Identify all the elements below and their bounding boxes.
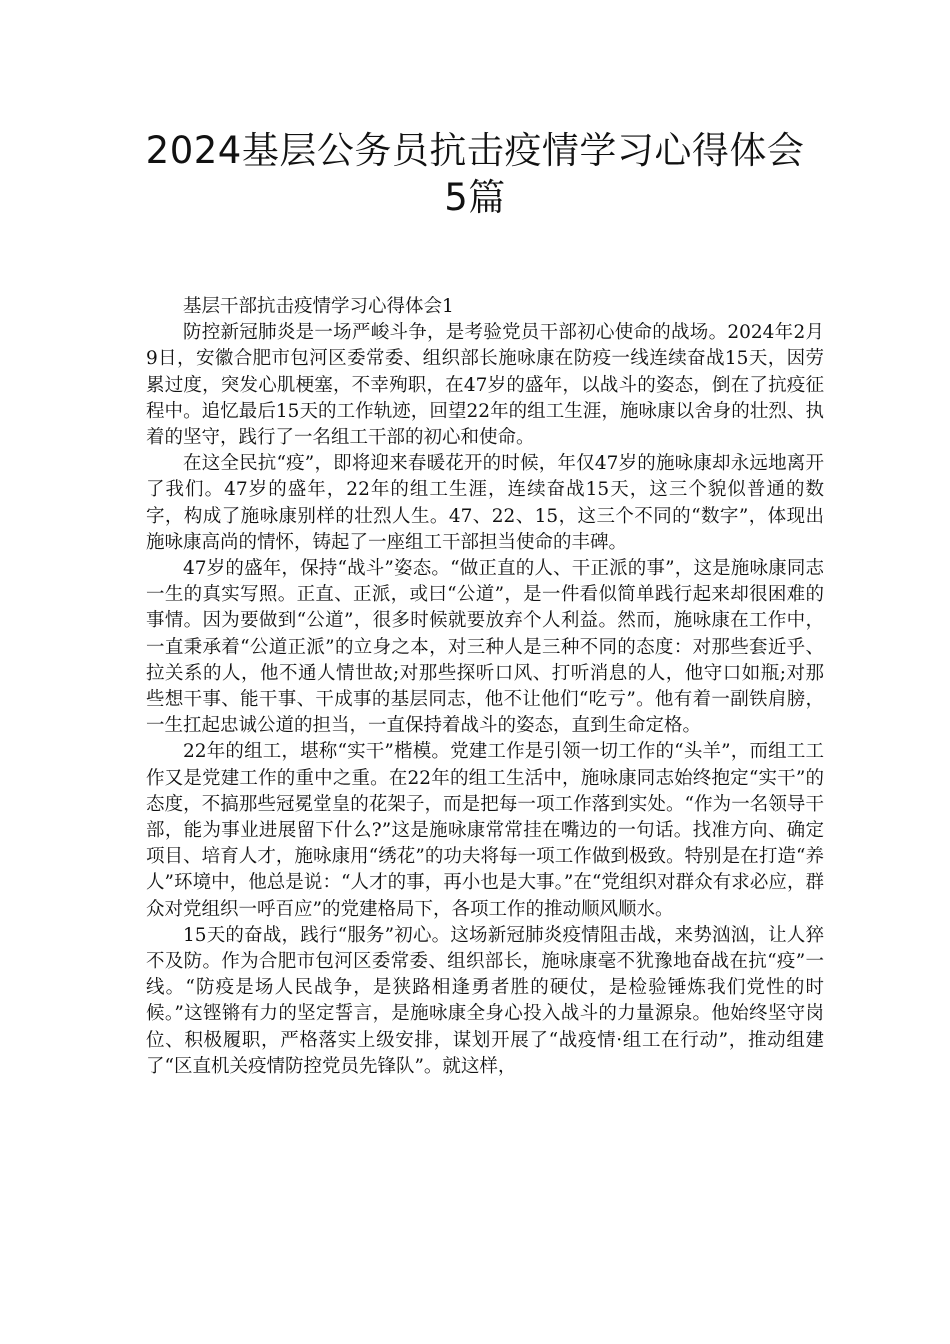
title-line-1: 2024基层公务员抗击疫情学习心得体会: [145, 129, 805, 172]
document-title: [120, 127, 830, 221]
paragraph-3: 47岁的盛年，保持“战斗”姿态。“做正直的人、干正派的事”，这是施咏康同志一生的真实写照。正直、正派，或曰“公道”，是一件看似简单践行起来却很困难的事情。因为要做到“公道”，很多时候就要放弃个人利益。然而，施咏康在工作中，一直秉承着“公道正派”的立身之本，对三种人是三种不同的态度：对那些套近乎、拉关系的人，他不通人情世故;对那些探听口风、打听消息的人，他守口如瓶;对那些想干事、能干事、干成事的基层同志，他不让他们“吃亏”。他有着一副铁肩膀，一生扛起忠诚公道的担当，一直保持着战斗的姿态，直到生命定格。: [146, 558, 824, 737]
paragraph-5: 15天的奋战，践行“服务”初心。这场新冠肺炎疫情阻击战，来势汹汹，让人猝不及防。作为合肥市包河区委常委、组织部长，施咏康毫不犹豫地奋战在抗“疫”一线。“防疫是场人民战争，是狭路相逢勇者胜的硬仗，是检验锤炼我们党性的时候。”这铿锵有力的坚定誓言，是施咏康全身心投入战斗的力量源泉。他始终坚守岗位、积极履职，严格落实上级安排，谋划开展了“战疫情·组工在行动”，推动组建了“区直机关疫情防控党员先锋队”。就这样，: [146, 924, 824, 1077]
title-line-2: 5篇: [444, 176, 506, 219]
document-body: [146, 294, 824, 1080]
paragraph-4: 22年的组工，堪称“实干”楷模。党建工作是引领一切工作的“头羊”，而组工工作又是党建工作的重中之重。在22年的组工生活中，施咏康同志始终抱定“实干”的态度，不搞那些冠冕堂皇的花架子，而是把每一项工作落到实处。“作为一名领导干部，能为事业进展留下什么?”这是施咏康常常挂在嘴边的一句话。找准方向、确定项目、培育人才，施咏康用“绣花”的功夫将每一项工作做到极致。特别是在打造“养人”环境中，他总是说：“人才的事，再小也是大事。”在“党组织对群众有求必应，群众对党组织一呼百应”的党建格局下，各项工作的推动顺风顺水。: [146, 741, 824, 920]
section-title: 基层干部抗击疫情学习心得体会1: [183, 296, 454, 317]
paragraph-2: 在这全民抗“疫”，即将迎来春暖花开的时候，年仅47岁的施咏康却永远地离开了我们。47岁的盛年，22年的组工生涯，连续奋战15天，这三个貌似普通的数字，构成了施咏康别样的壮烈人生。47、22、15，这三个不同的“数字”，体现出施咏康高尚的情怀，铸起了一座组工干部担当使命的丰碑。: [146, 453, 824, 553]
paragraph-1: 防控新冠肺炎是一场严峻斗争，是考验党员干部初心使命的战场。2024年2月9日，安徽合肥市包河区委常委、组织部长施咏康在防疫一线连续奋战15天，因劳累过度，突发心肌梗塞，不幸殉职，在47岁的盛年，以战斗的姿态，倒在了抗疫征程中。追忆最后15天的工作轨迹，回望22年的组工生涯，施咏康以舍身的壮烈、执着的坚守，践行了一名组工干部的初心和使命。: [146, 322, 824, 449]
